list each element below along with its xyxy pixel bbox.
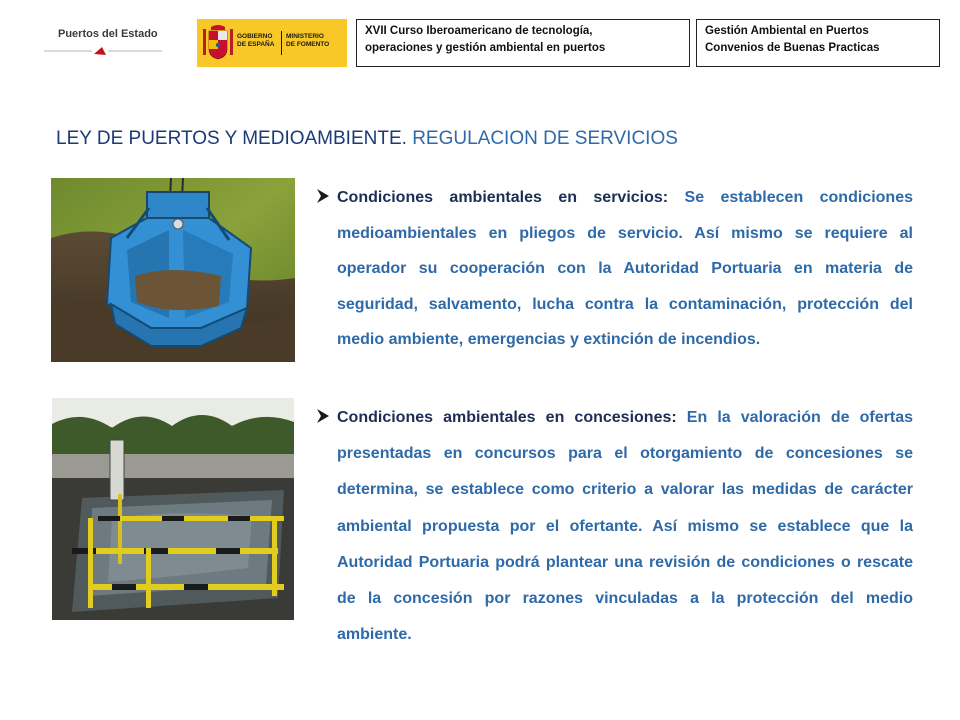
logo-gov-left-line-2: DE ESPAÑA (237, 40, 275, 48)
slide-title (56, 128, 936, 150)
ministerio-de-fomento-text (286, 33, 344, 48)
logo-swoosh-icon (44, 46, 162, 56)
topic-line-2: Convenios de Buenas Practicas (705, 42, 880, 54)
puertos-del-estado-logo (44, 24, 164, 60)
clamshell-grab-illustration (51, 178, 295, 362)
bullet-concesiones-text (337, 400, 913, 653)
slide-title-part-1: LEY DE PUERTOS Y MEDIOAMBIENTE. (56, 128, 407, 149)
bullet-arrow-icon (316, 188, 330, 204)
gobierno-ministerio-logo (197, 19, 347, 67)
course-title-line-2: operaciones y gestión ambiental en puertos (365, 42, 606, 54)
coat-of-arms-icon (203, 25, 233, 61)
slide-title-part-2: REGULACION DE SERVICIOS (412, 128, 678, 149)
bullet-servicios-body: Se establecen condiciones medioambientales en pliegos de servicio. Así mismo se requiere al operador su cooperación con la Autoridad Portuaria en materia de seguridad, salvamento, lucha contra la contaminación, protección del medio ambiente, emergencias y extinción de incendios. (337, 189, 913, 348)
logo-separator (281, 31, 282, 55)
logo-gov-right-line-1: MINISTERIO (286, 33, 324, 40)
topic-box (696, 19, 940, 67)
bullet-servicios-text (337, 180, 913, 358)
gobierno-de-espana-text (237, 33, 281, 48)
course-title-box (356, 19, 690, 67)
topic-line-1: Gestión Ambiental en Puertos (705, 25, 869, 37)
course-title-line-1: XVII Curso Iberoamericano de tecnología, (365, 25, 593, 37)
logo-gov-left-line-1: GOBIERNO (237, 33, 273, 40)
bullet-arrow-icon (316, 408, 330, 424)
bullet-concesiones-body: En la valoración de ofertas presentadas en concursos para el otorgamiento de concesiones se determina, se establece como criterio a valorar las medidas de carácter ambiental propuesta por el ofertante. Así mismo se establece que la Autoridad Portuaria podrá plantear una revisión de condiciones o rescate de la concesión por razones vinculadas a la protección del medio ambiente. (337, 409, 913, 644)
bullet-servicios-lead: Condiciones ambientales en servicios: (337, 189, 669, 206)
settling-basin-illustration (52, 398, 294, 620)
bullet-concesiones-lead: Condiciones ambientales en concesiones: (337, 409, 677, 426)
settling-basin-photo (52, 398, 294, 620)
logo-gov-right-line-2: DE FOMENTO (286, 40, 330, 48)
logo-wordmark: Puertos del Estado (58, 28, 158, 40)
clamshell-grab-photo (51, 178, 295, 362)
